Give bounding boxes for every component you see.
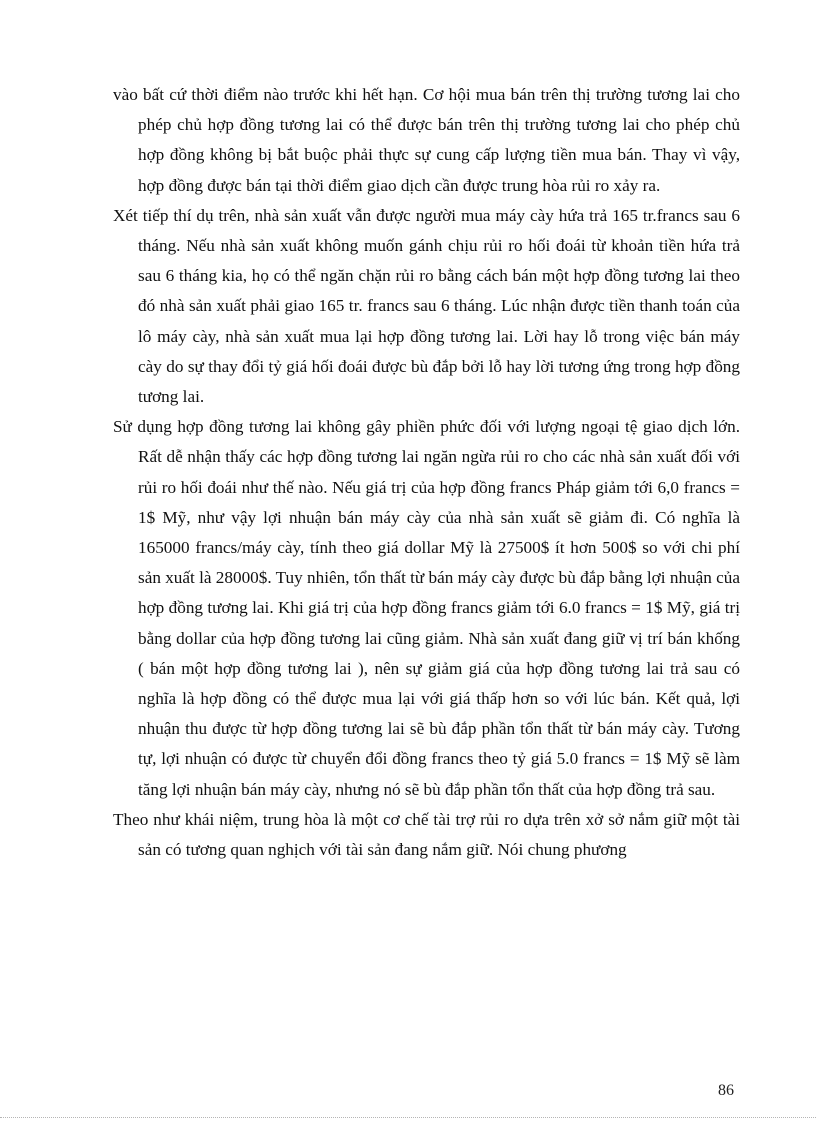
paragraph-hedging-concept: Theo như khái niệm, trung hòa là một cơ chế tài trợ rủi ro dựa trên xở sở nắm giữ một tài sản có tương quan nghịch với tài sản đang nắm giữ. Nói chung phương (113, 809, 740, 860)
paragraph-futures-usage: Sử dụng hợp đồng tương lai không gây phiền phức đối với lượng ngoại tệ giao dịch lớn. Rất dễ nhận thấy các hợp đồng tương lai ngăn ngừa rủi ro cho các nhà sản xuất đối với rủi ro hối đoái như thế nào. Nếu giá trị của hợp đồng francs Pháp giảm tới 6,0 francs = 1$ Mỹ, như vậy lợi nhuận bán máy cày của nhà sản xuất sẽ giảm đi. Có nghĩa là 165000 francs/máy cày, tính theo giá dollar Mỹ là 27500$ ít hơn 500$ so với chi phí sản xuất là 28000$. Tuy nhiên, tổn thất từ bán máy cày được bù đắp bằng lợi nhuận của hợp đồng tương lai. Khi giá trị của hợp đồng francs giảm tới 6.0 francs = 1$ Mỹ, giá trị bằng dollar của hợp đồng tương lai cũng giảm. Nhà sản xuất đang giữ vị trí bán khống ( bán một hợp đồng tương lai ), nên sự giảm giá của hợp đồng tương lai trả sau có nghĩa là hợp đồng có thể được mua lại với giá thấp hơn so với lúc bán. Kết quả, lợi nhuận thu được từ hợp đồng tương lai sẽ bù đắp phần tổn thất từ bán máy cày. Tương tự, lợi nhuận có được từ chuyển đổi đồng francs theo tỷ giá 5.0 francs = 1$ Mỹ sẽ làm tăng lợi nhuận bán máy cày, nhưng nó sẽ bù đắp phần tổn thất của hợp đồng trả sau. (113, 417, 740, 799)
paragraph-continuation: vào bất cứ thời điểm nào trước khi hết hạn. Cơ hội mua bán trên thị trường tương lai cho phép chủ hợp đồng tương lai có thể được bán trên thị trường tương lai cho phép chủ hợp đồng không bị bắt buộc phải thực sự cung cấp lượng tiền mua bán. Thay vì vậy, hợp đồng được bán tại thời điểm giao dịch cần được trung hòa rủi ro xảy ra. (113, 85, 740, 195)
paragraph-tractor-example: Xét tiếp thí dụ trên, nhà sản xuất vẫn được người mua máy cày hứa trả 165 tr.francs sau 6 tháng. Nếu nhà sản xuất không muốn gánh chịu rủi ro hối đoái từ khoản tiền hứa trả sau 6 tháng kia, họ có thể ngăn chặn rủi ro bằng cách bán một hợp đồng tương lai theo đó nhà sản xuất phải giao 165 tr. francs sau 6 tháng. Lúc nhận được tiền thanh toán của lô máy cày, nhà sản xuất mua lại hợp đồng tương lai. Lời hay lỗ trong việc bán máy cày do sự thay đổi tỷ giá hối đoái được bù đắp bởi lỗ hay lời tương ứng trong hợp đồng tương lai. (113, 205, 740, 407)
page-number: 86 (718, 1082, 734, 1099)
body-text (113, 80, 740, 865)
footer-divider (0, 1117, 816, 1118)
